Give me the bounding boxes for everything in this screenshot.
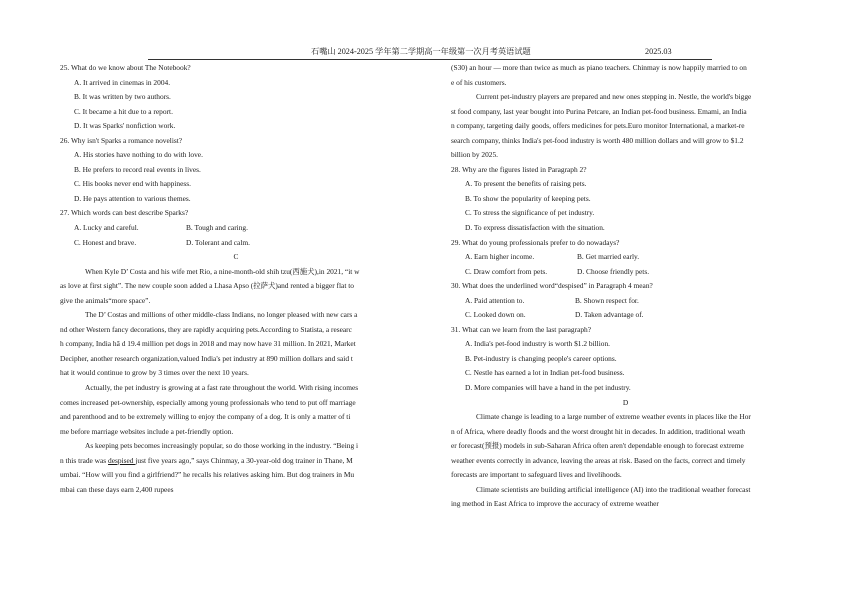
passage-d-line: forecasts are important to safeguard lives and livelihoods.: [451, 470, 622, 480]
passage-c-line: me before marriage websites include a pet-friendly option.: [60, 426, 234, 436]
passage-c-line: When Kyle D’ Costa and his wife met Rio, a nine-month-old shih tzu(西施犬),in 2021, “it w: [85, 266, 360, 276]
passage-c-line: Current pet-industry players are prepared and new ones stepping in. Nestle, the world's bigge: [476, 92, 752, 102]
option-28d: D. To express dissatisfaction with the situation.: [465, 223, 605, 233]
option-30c: C. Looked down on.: [465, 310, 526, 320]
passage-c-line: and parenthood and to be extremely willing to enjoy the company of a dog. It is only a matter of ti: [60, 412, 351, 422]
option-28b: B. To show the popularity of keeping pets.: [465, 193, 591, 203]
passage-c-line: nd other Western fancy decorations, they are rapidly acquiring pets.According to Statista, a researc: [60, 324, 352, 334]
right-column: [451, 61, 800, 512]
option-30a: A. Paid attention to.: [465, 295, 525, 305]
passage-c-line: umbai. “How will you find a girlfriend?” he recalls his relatives asking him. But dog trainers in Mu: [60, 470, 355, 480]
passage-c-line: as love at first sight”. The new couple soon added a Lhasa Apso (拉萨犬)and rented a bigger flat to: [60, 281, 354, 291]
option-29b: B. Get married early.: [577, 252, 640, 262]
passage-c-line: (S30) an hour — more than twice as much as piano teachers. Chinmay is now happily married to on: [451, 63, 747, 72]
option-26a: A. His stories have nothing to do with love.: [74, 150, 203, 160]
exam-title: 石嘴山 2024-2025 学年第二学期高一年级第一次月考英语试题: [311, 47, 531, 56]
question-31: 31. What can we learn from the last paragraph?: [451, 324, 592, 334]
passage-c-line: e of his customers.: [451, 77, 507, 87]
option-28c: C. To stress the significance of pet industry.: [465, 208, 595, 218]
question-27: 27. Which words can best describe Sparks?: [60, 208, 189, 218]
options-29ab: [451, 250, 800, 265]
option-31c: C. Nestle has earned a lot in Indian pet-food business.: [465, 368, 625, 378]
option-27c: C. Honest and brave.: [74, 237, 137, 247]
question-29: 29. What do young professionals prefer to do nowadays?: [451, 237, 620, 247]
passage-c-line: mbai can these days earn 2,400 rupees: [60, 484, 174, 494]
passage-c-line: h company, India hā d 19.4 million pet dogs in 2018 and may now have 31 million. In 2021, Market: [60, 339, 356, 349]
option-27d: D. Tolerant and calm.: [186, 237, 250, 247]
option-30b: B. Shown respect for.: [575, 295, 639, 305]
passage-c-line: n company, targeting daily goods, offers medicines for pets.Euro monitor International, a market-re: [451, 121, 745, 131]
passage-c-line: comes increased pet-ownership, especially among young professionals who tend to put off marriage: [60, 397, 356, 407]
passage-c-line: The D’ Costas and millions of other middle-class Indians, no longer pleased with new cars a: [85, 310, 358, 320]
exam-date: 2025.03: [645, 47, 672, 56]
option-31d: D. More companies will have a hand in the pet industry.: [465, 383, 631, 393]
text-segment: just five years ago,” says Chinmay, a 30-year-old dog trainer in Thane, M: [135, 455, 353, 465]
passage-c-line: Actually, the pet industry is growing at a fast rate throughout the world. With rising incomes: [85, 383, 359, 393]
option-25d: D. It was Sparks' nonfiction work.: [74, 121, 176, 131]
option-29a: A. Earn higher income.: [465, 252, 535, 262]
passage-d-line: n of Africa, where deadly floods and the worst drought hit in decades. In addition, traditional weath: [451, 426, 746, 436]
option-25b: B. It was written by two authors.: [74, 92, 171, 102]
option-27a: A. Lucky and careful.: [74, 223, 139, 233]
text-segment: n this trade was: [60, 455, 109, 465]
option-26c: C. His books never end with happiness.: [74, 179, 192, 189]
question-25: 25. What do we know about The Notebook?: [60, 63, 191, 72]
passage-c-line: Decipher, another research organization,valued India's pet industry at 890 million dollars and said t: [60, 353, 353, 363]
option-27b: B. Tough and caring.: [186, 223, 248, 233]
passage-d-line: ing method in East Africa to improve the accuracy of extreme weather: [451, 499, 659, 509]
passage-c-line: As keeping pets becomes increasingly popular, so do those working in the industry. “Being i: [85, 441, 359, 451]
options-27cd: [60, 236, 412, 251]
option-28a: A. To present the benefits of raising pets.: [465, 179, 587, 189]
passage-d-line: Climate scientists are building artificial intelligence (AI) into the traditional weather forecast: [476, 484, 751, 494]
section-d-heading: D: [622, 397, 629, 407]
underlined-word-despised: despised: [108, 455, 136, 465]
option-29c: C. Draw comfort from pets.: [465, 266, 548, 276]
passage-c-line: billion by 2025.: [451, 150, 499, 160]
question-26: 26. Why isn't Sparks a romance novelist?: [60, 135, 183, 145]
options-30ab: [451, 294, 800, 309]
option-31b: B. Pet-industry is changing people's career options.: [465, 353, 617, 363]
passage-c-line: give the animals“more space”.: [60, 295, 151, 305]
passage-c-line: st food company, last year bought into Purina Petcare, an Indian pet-food business. Emami, an India: [451, 106, 747, 116]
question-28: 28. Why are the figures listed in Paragraph 2?: [451, 164, 587, 174]
passage-d-line: Climate change is leading to a large number of extreme weather events in places like the Hor: [476, 412, 751, 422]
page-header: [148, 46, 712, 60]
option-26b: B. He prefers to record real events in lives.: [74, 164, 201, 174]
option-25a: A. It arrived in cinemas in 2004.: [74, 77, 171, 87]
passage-c-line: [60, 454, 412, 469]
option-29d: D. Choose friendly pets.: [577, 266, 650, 276]
passage-c-line: search company, thinks India's pet-food industry is worth 480 million dollars and will grow to $1.2: [451, 135, 744, 145]
option-30d: D. Taken advantage of.: [575, 310, 644, 320]
option-26d: D. He pays attention to various themes.: [74, 193, 191, 203]
passage-d-line: er forecast(预报) models in sub-Saharan Africa often aren't dependable enough to forecast extreme: [451, 441, 744, 451]
passage-c-line: hat it would continue to grow by 3 times over the next 10 years.: [60, 368, 249, 378]
left-column: [60, 61, 412, 497]
question-30: 30. What does the underlined word“despised” in Paragraph 4 mean?: [451, 281, 653, 291]
passage-d-line: weather events correctly in advance, leaving the areas at risk. Based on the facts, correct and timely: [451, 455, 746, 465]
options-30cd: [451, 308, 800, 323]
section-c-heading: C: [233, 252, 239, 262]
options-27ab: [60, 221, 412, 236]
option-25c: C. It became a hit due to a report.: [74, 106, 173, 116]
option-31a: A. India's pet-food industry is worth $1.2 billion.: [465, 339, 611, 349]
options-29cd: [451, 265, 800, 280]
